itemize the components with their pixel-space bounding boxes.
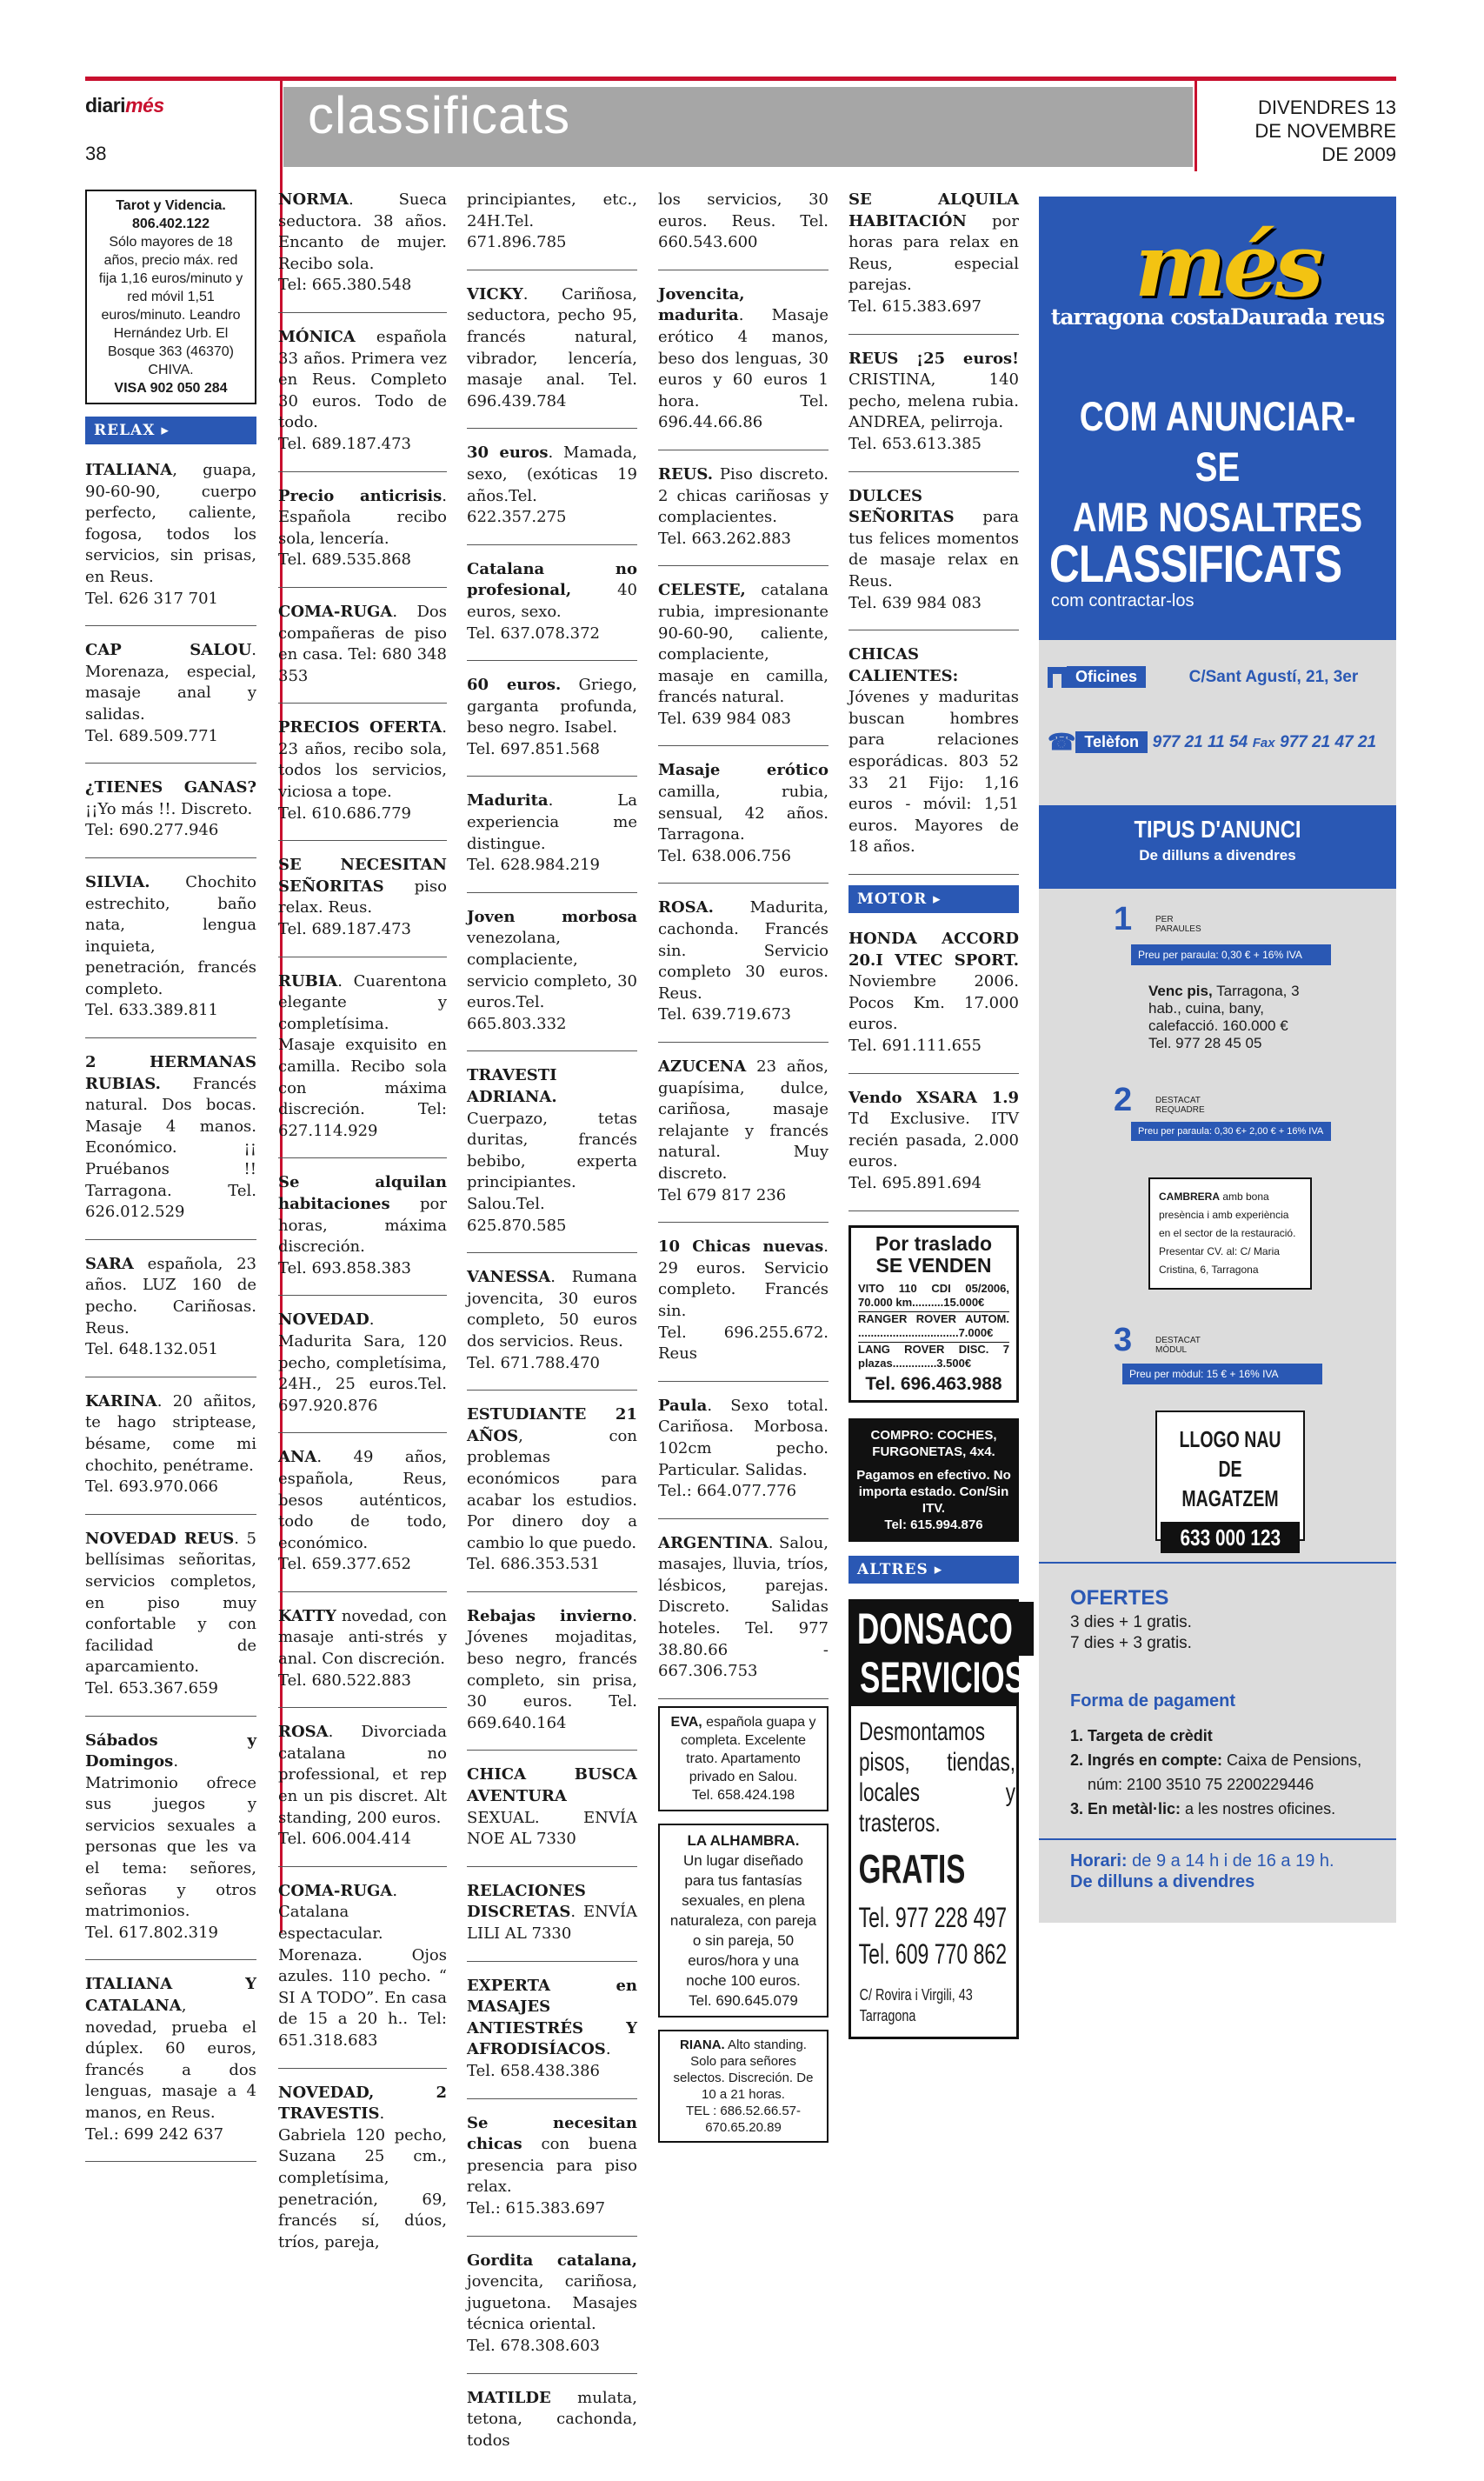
classified-ad: AZUCENA 23 años, guapísima, dulce, cariñosa, masaje relajante y francés natural. Muy discreto. Tel 679 817 236: [658, 1057, 829, 1223]
type-1-label: PER PARAULES: [1155, 915, 1201, 934]
classified-ad: Paula. Sexo total. Cariñosa. Morbosa. 102cm pecho. Particular. Salidas. Tel.: 664.077.776: [658, 1396, 829, 1519]
classified-ad: RUBIA. Cuarentona elegante y completísima. Masaje exquisito en camilla. Recibo sola con máxima discreción. Tel: 627.114.929: [278, 971, 447, 1159]
classified-ad: KARINA. 20 añitos, te hago striptease, bésame, come mi chochito, penétrame. Tel. 693.970.066: [85, 1391, 256, 1515]
classified-ad: Precio anticrisis. Española recibo sola, lencería. Tel. 689.535.868: [278, 486, 447, 588]
classified-ad: NOVEDAD, 2 TRAVESTIS. Gabriela 120 pecho, Suzana 25 cm., completísima, penetración, 69, francés sí, dúos, tríos, pareja,: [278, 2083, 447, 2251]
classified-ad: VANESSA. Rumana jovencita, 30 euros completo, 50 euros dos servicios. Reus. Tel. 671.788.470: [467, 1267, 637, 1391]
classified-ad: REUS. Piso discreto. 2 chicas cariñosas y complacientes. Tel. 663.262.883: [658, 464, 829, 566]
classified-ad: NOVEDAD. Madurita Sara, 120 pecho, completísima, 24H., 25 euros.Tel. 697.920.876: [278, 1310, 447, 1433]
classified-ad: SE ALQUILA HABITACIÓN por horas para relax en Reus, especial parejas. Tel. 615.383.697: [848, 190, 1019, 335]
classified-ad: REUS ¡25 euros! CRISTINA, 140 pecho, melena rubia. ANDREA, pelirroja. Tel. 653.613.385: [848, 349, 1019, 472]
offers-list: 3 dies + 1 gratis. 7 dies + 3 gratis.: [1070, 1613, 1192, 1652]
classified-ad: RELACIONES DISCRETAS. ENVÍA LILI AL 7330: [467, 1881, 637, 1962]
classified-ad: Joven morbosa venezolana, complaciente, servicio completo, 30 euros.Tel. 665.803.332: [467, 907, 637, 1052]
payment-methods: 1. Targeta de crèdit 2. Ingrés en compte: Caixa de Pensions, núm: 2100 3510 75 2200229446 3. En metàl·lic: a les nostres oficines.: [1070, 1727, 1362, 1817]
classified-ad: 10 Chicas nuevas. 29 euros. Servicio completo. Francés sin. Tel. 696.255.672. Reus: [658, 1237, 829, 1382]
riana-ad: RIANA. Alto standing. Solo para señores selectos. Discreción. De 10 a 21 horas. TEL : 686.52.66.57- 670.65.20.89: [658, 2030, 829, 2143]
sample-ad-1: Venc pis, Tarragona, 3 hab., cuina, bany, calefacció. 160.000 € Tel. 977 28 45 05: [1148, 983, 1300, 1051]
type-3-price: Preu per mòdul: 15 € + 16% IVA: [1122, 1364, 1322, 1384]
classified-ad: Sábados y Domingos. Matrimonio ofrece sus juegos y servicios sexuales a personas que les va el tema: señores, señoras y otros matrimonios. Tel. 617.802.319: [85, 1731, 256, 1961]
section-band: [283, 87, 1193, 167]
issue-date: DIVENDRES 13 DE NOVEMBRE DE 2009: [1254, 97, 1396, 165]
page-number: 38: [85, 143, 107, 164]
classified-ad: Se alquilan habitaciones por horas, máxima discreción. Tel. 693.858.383: [278, 1172, 447, 1296]
classified-ad: ¿TIENES GANAS? ¡¡Yo más !!. Discreto. Tel: 690.277.946: [85, 777, 256, 858]
sample-ad-3: LLOGO NAU DE MAGATZEM 633 000 123: [1155, 1411, 1305, 1541]
type-2-label: DESTACAT REQUADRE: [1155, 1096, 1205, 1115]
classified-ad: NOVEDAD REUS. 5 bellísimas señoritas, servicios completos, en piso muy confortable y con facilidad de aparcamiento. Tel. 653.367.659: [85, 1529, 256, 1717]
classified-ad: HONDA ACCORD 20.I VTEC SPORT. Noviembre 2006. Pocos Km. 17.000 euros. Tel. 691.111.655: [848, 929, 1019, 1074]
type-2-number: 2: [1114, 1082, 1133, 1118]
offices-row: Oficines C/Sant Agustí, 21, 3er: [1048, 666, 1388, 688]
altres-section-label: ALTRES ▸: [848, 1556, 1019, 1584]
classificats-title: CLASSIFICATS: [1049, 535, 1342, 593]
mes-logo: més: [1135, 214, 1321, 317]
classified-ad: DULCES SEÑORITAS para tus felices momentos de masaje relax en Reus. Tel. 639 984 083: [848, 486, 1019, 631]
classified-ad: ROSA. Divorciada catalana no professional, et rep en un pis discret. Alt standing, 200 euros. Tel. 606.004.414: [278, 1722, 447, 1867]
classified-ad: ITALIANA Y CATALANA, novedad, prueba el dúplex. 60 euros, francés a dos lenguas, masaje a 4 manos, en Reus. Tel.: 699 242 637: [85, 1974, 256, 2162]
ad-types-header: TIPUS D'ANUNCI De dilluns a divendres: [1039, 805, 1396, 889]
classified-ad: Masaje erótico camilla, rubia, sensual, 42 años. Tarragona. Tel. 638.006.756: [658, 760, 829, 884]
classified-ad: principiantes, etc., 24H.Tel. 671.896.785: [467, 190, 637, 270]
eva-ad: EVA, española guapa y completa. Excelente trato. Apartamento privado en Salou. Tel. 658.424.198: [658, 1706, 829, 1811]
classified-ad: PRECIOS OFERTA. 23 años, recibo sola, todos los servicios, viciosa a tope. Tel. 610.686.779: [278, 717, 447, 841]
classified-ad: 30 euros. Mamada, sexo, (exóticas 19 años.Tel. 622.357.275: [467, 443, 637, 544]
classified-ad: Gordita catalana, jovencita, cariñosa, juguetona. Masajes técnica oriental. Tel. 678.308.603: [467, 2251, 637, 2374]
info-panel: [1039, 197, 1396, 1923]
classified-ad: ANA. 49 años, española, Reus, besos auténticos, todo de todo, económico. Tel. 659.377.652: [278, 1447, 447, 1592]
classified-ad: ARGENTINA. Salou, masajes, lluvia, tríos, lésbicos, parejas. Discreto. Salidas hoteles. Tel. 977 38.80.66 - 667.306.753: [658, 1533, 829, 1699]
compro-ad: COMPRO: COCHES, FURGONETAS, 4x4. Pagamos en efectivo. No importa estado. Con/Sin ITV. Tel: 615.994.876: [848, 1418, 1019, 1542]
column-5: [848, 190, 1025, 2039]
type-1-number: 1: [1114, 901, 1133, 937]
newspaper-logo: diarimés: [85, 94, 164, 117]
type-2-price: Preu per paraula: 0,30 €+ 2,00 € + 16% IVA: [1131, 1122, 1331, 1141]
classified-ad: MATILDE mulata, tetona, cachonda, todos: [467, 2388, 637, 2450]
classified-ad: Catalana no profesional, 40 euros, sexo. Tel. 637.078.372: [467, 559, 637, 661]
column-2: [276, 190, 447, 2283]
opening-hours: Horari: de 9 a 14 h i de 16 a 19 h. De dilluns a divendres: [1070, 1851, 1334, 1891]
column-1: [85, 190, 256, 2176]
motor-section-label: MOTOR ▸: [848, 885, 1019, 913]
classified-ad: Jovencita, madurita. Masaje erótico 4 manos, beso dos lenguas, 30 euros y 60 euros 1 hora. Tel. 696.44.66.86: [658, 284, 829, 450]
header-rule: [1195, 81, 1197, 171]
classified-ad: VICKY. Cariñosa, seductora, pecho 95, francés natural, vibrador, lencería, masaje anal. Tel. 696.439.784: [467, 284, 637, 430]
traslado-ad: Por traslado SE VENDEN VITO 110 CDI 05/2006, 70.000 km..........15.000€ RANGER ROVER AUTOM. ................................7.000€ LANG ROVER DISC. 7 plazas..............3.500€ Tel. 696.463.988: [848, 1225, 1019, 1403]
office-icon: [1048, 667, 1067, 688]
classified-ad: ITALIANA, guapa, 90-60-90, cuerpo perfecto, caliente, fogosa, todos los servicios, sin prisas, en Reus. Tel. 626 317 701: [85, 460, 256, 626]
type-3-number: 3: [1114, 1322, 1133, 1358]
column-3: [467, 190, 637, 2481]
classified-ad: 60 euros. Griego, garganta profunda, beso negro. Isabel. Tel. 697.851.568: [467, 675, 637, 777]
mes-subtitle: tarragona costaDaurada reus: [1050, 304, 1385, 330]
type-3-label: DESTACAT MÒDUL: [1155, 1336, 1201, 1355]
classified-ad: los servicios, 30 euros. Reus. Tel. 660.543.600: [658, 190, 829, 270]
classified-ad: CELESTE, catalana rubia, impresionante 90-60-90, caliente, complaciente, masaje en camilla, francés natural. Tel. 639 984 083: [658, 580, 829, 746]
payment-title: Forma de pagament: [1070, 1691, 1236, 1711]
phone-icon: ☎: [1048, 729, 1076, 755]
alhambra-ad: LA ALHAMBRA. Un lugar diseñado para tus fantasías sexuales, en plena naturaleza, con pareja o sin pareja, 50 euros/hora y una noche 100 euros. Tel. 690.645.079: [658, 1824, 829, 2017]
classified-ad: SARA española, 23 años. LUZ 160 de pecho. Cariñosas. Reus. Tel. 648.132.051: [85, 1254, 256, 1377]
panel-divider-2: [1039, 1838, 1396, 1840]
classified-ad: CHICA BUSCA AVENTURA SEXUAL. ENVÍA NOE AL 7330: [467, 1764, 637, 1866]
section-title: classificats: [308, 86, 571, 144]
classified-ad: Rebajas invierno. Jóvenes mojaditas, beso negro, francés completo, sin prisa, 30 euros. Tel. 669.640.164: [467, 1606, 637, 1751]
classificats-subtitle: com contractar-los: [1051, 591, 1195, 610]
relax-section-label: RELAX ▸: [85, 417, 256, 444]
classified-ad: SILVIA. Chochito estrechito, baño nata, lengua inquieta, penetración, francés completo. Tel. 633.389.811: [85, 872, 256, 1038]
classified-ad: Madurita. La experiencia me distingue. Tel. 628.984.219: [467, 790, 637, 892]
classified-ad: 2 HERMANAS RUBIAS. Francés natural. Dos bocas. Masaje 4 manos. Económico. ¡¡ Pruébanos !! Tarragona. Tel. 626.012.529: [85, 1052, 256, 1240]
classified-ad: CHICAS CALIENTES: Jóvenes y maduritas buscan hombres para relaciones esporádicas. 803 52 33 21 Fijo: 1,16 euros - móvil: 1,51 euros. Mayores de 18 años.: [848, 644, 1019, 875]
donsaco-ad: DONSACO SERVICIOS Desmontamos pisos, tiendas, locales y trasteros. GRATIS Tel. 977 228 497 Tel. 609 770 862 C/ Rovira i Virgili, 43 Tarragona: [848, 1599, 1019, 2039]
sample-ad-2: CAMBRERA amb bona presència i amb experiència en el sector de la restauració. Presentar CV. al: C/ Maria Cristina, 6, Tarragona: [1148, 1177, 1312, 1290]
classified-ad: Vendo XSARA 1.9 Td Exclusive. ITV recién pasada, 2.000 euros. Tel. 695.891.694: [848, 1088, 1019, 1211]
panel-header: [1039, 197, 1396, 640]
offers-title: OFERTES: [1070, 1586, 1169, 1610]
classified-ad: MÓNICA española 33 años. Primera vez en Reus. Completo 30 euros. Todo de todo. Tel. 689.187.473: [278, 327, 447, 472]
classified-ad: EXPERTA en MASAJES ANTIESTRÉS Y AFRODISÍACOS. Tel. 658.438.386: [467, 1976, 637, 2099]
classified-ad: ESTUDIANTE 21 AÑOS, con problemas económicos para acabar los estudios. Por dinero doy a cambio lo que puedo. Tel. 686.353.531: [467, 1404, 637, 1592]
classified-ad: KATTY novedad, con masaje anti-strés y anal. Con discreción. Tel. 680.522.883: [278, 1606, 447, 1708]
classified-ad: COMA-RUGA. Dos compañeras de piso en casa. Tel: 680 348 353: [278, 602, 447, 704]
classified-ad: CAP SALOU. Morenaza, especial, masaje anal y salidas. Tel. 689.509.771: [85, 640, 256, 764]
phone-row: ☎ Telèfon 977 21 11 54 Fax 977 21 47 21: [1048, 729, 1377, 755]
tarot-ad: Tarot y Videncia. 806.402.122 Sólo mayores de 18 años, precio máx. red fija 1,16 euros/minuto y red móvil 1,51 euros/minuto. Leandro Hernández Urb. El Bosque 363 (46370) CHIVA. VISA 902 050 284: [85, 190, 256, 404]
how-to-advertise: COM ANUNCIAR-SE AMB NOSALTRES: [1072, 393, 1363, 540]
classified-ad: NORMA. Sueca seductora. 38 años. Encanto de mujer. Recibo sola. Tel: 665.380.548: [278, 190, 447, 313]
type-1-price: Preu per paraula: 0,30 € + 16% IVA: [1131, 944, 1331, 965]
classified-ad: COMA-RUGA. Catalana espectacular. Morenaza. Ojos azules. 110 pecho. “ SI A TODO”. En casa de 15 a 20 h.. Tel: 651.318.683: [278, 1881, 447, 2069]
column-4: [658, 190, 829, 2155]
classified-ad: ROSA. Madurita, cachonda. Francés sin. Servicio completo 30 euros. Reus. Tel. 639.719.673: [658, 897, 829, 1043]
classified-ad: TRAVESTI ADRIANA. Cuerpazo, tetas duritas, francés bebibo, experta principiantes. Salou.Tel. 625.870.585: [467, 1065, 637, 1253]
panel-divider: [1039, 1562, 1396, 1564]
classified-ad: SE NECESITAN SEÑORITAS piso relax. Reus. Tel. 689.187.473: [278, 855, 447, 957]
classified-ad: Se necesitan chicas con buena presencia para piso relax. Tel.: 615.383.697: [467, 2113, 637, 2237]
